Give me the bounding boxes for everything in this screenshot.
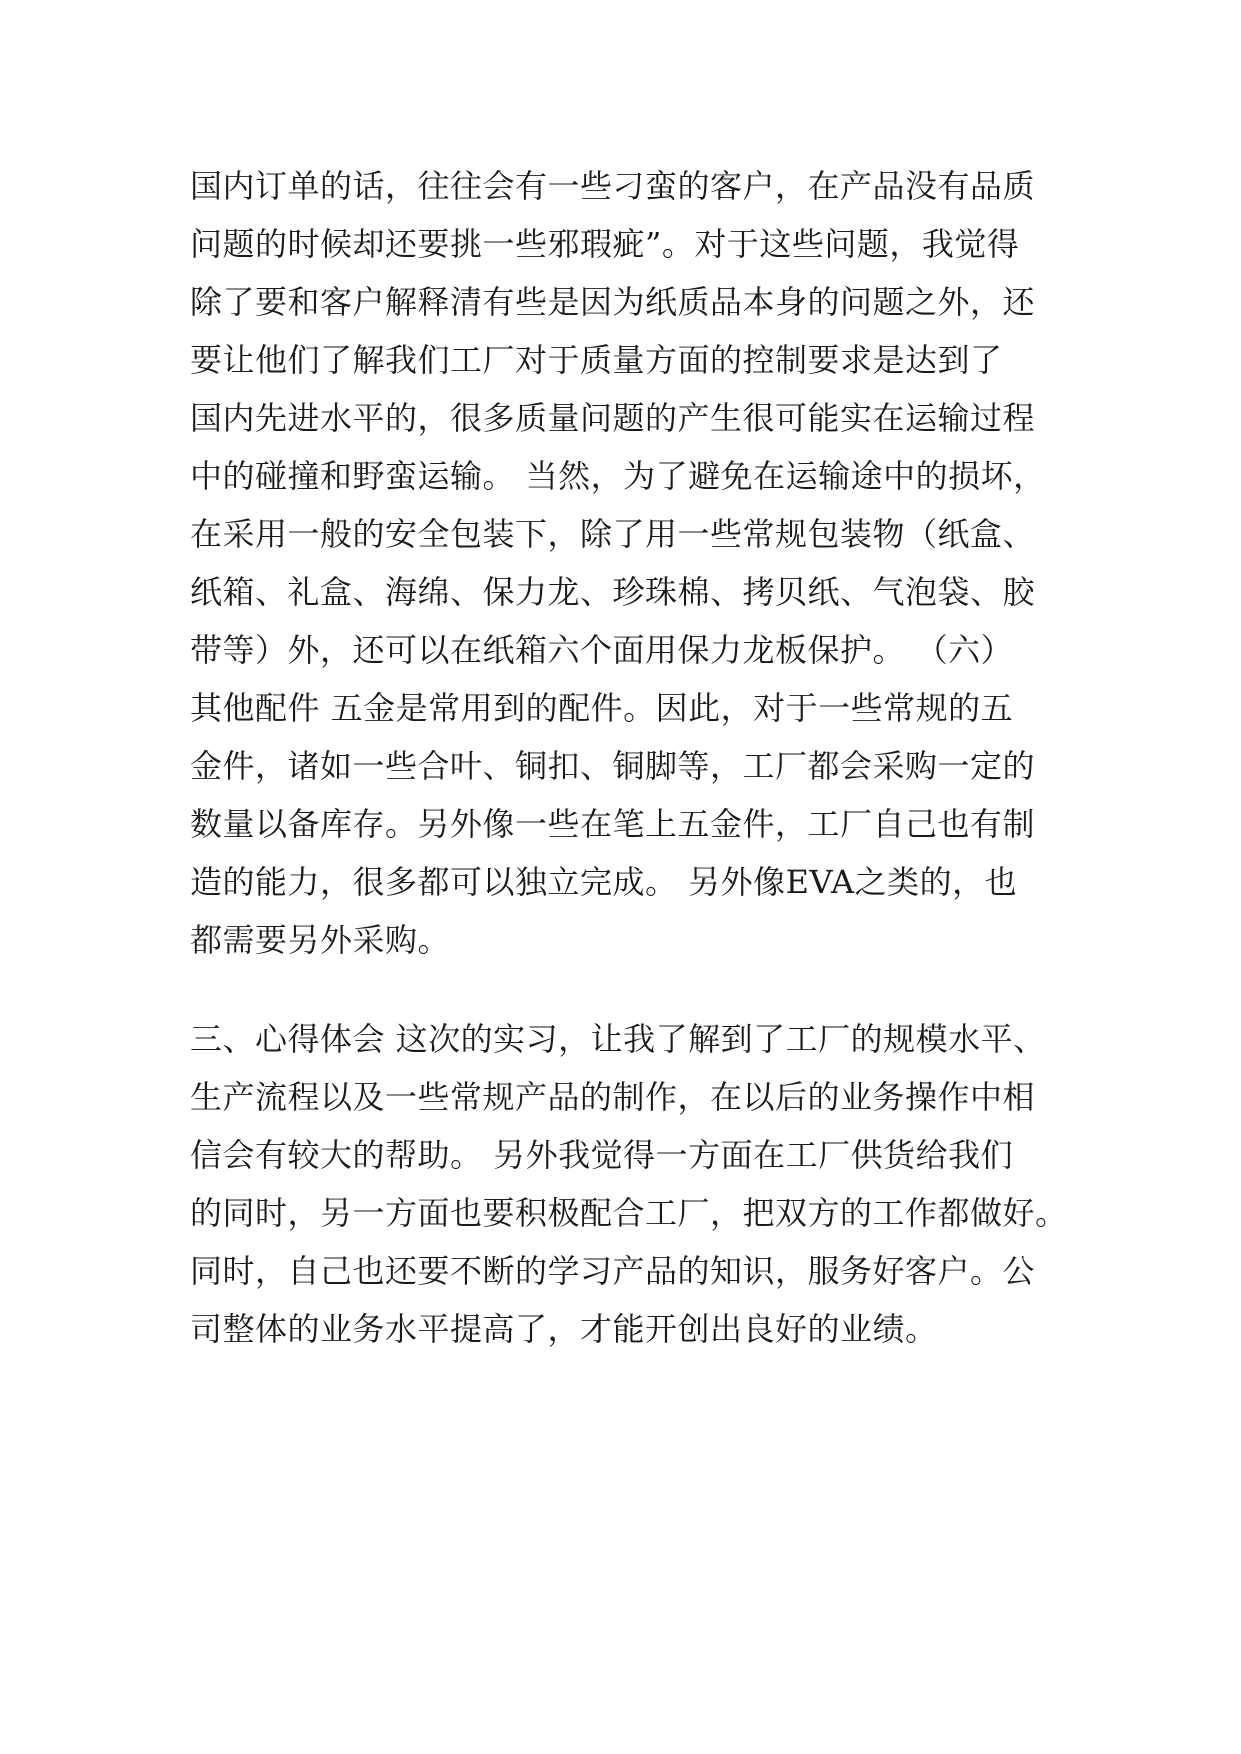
text-line: 的同时，另一方面也要积极配合工厂，把双方的工作都做好。: [190, 1194, 1068, 1232]
text-line: 金件，诸如一些合叶、铜扣、铜脚等，工厂都会采购一定的: [190, 747, 1036, 785]
text-line: 纸箱、礼盒、海绵、保力龙、珍珠棉、拷贝纸、气泡袋、胶: [190, 573, 1036, 611]
text-line: 都需要另外采购。: [190, 921, 451, 959]
text-line: 国内先进水平的，很多质量问题的产生很可能实在运输过程: [190, 399, 1036, 437]
paragraph-packaging-and-accessories: [190, 157, 1070, 969]
text-line: 带等）外，还可以在纸箱六个面用保力龙板保护。 （六）: [190, 631, 1014, 669]
text-line: 要让他们了解我们工厂对于质量方面的控制要求是达到了: [190, 341, 1003, 379]
text-line: 国内订单的话，往往会有一些刁蛮的客户，在产品没有品质: [190, 167, 1036, 205]
paragraph-reflections: [190, 1010, 1070, 1358]
text-line: 生产流程以及一些常规产品的制作，在以后的业务操作中相: [190, 1078, 1036, 1116]
text-line: 三、心得体会 这次的实习，让我了解到了工厂的规模水平、: [190, 1020, 1046, 1058]
text-line: 司整体的业务水平提高了，才能开创出良好的业绩。: [190, 1310, 938, 1348]
text-line: 造的能力，很多都可以独立完成。 另外像EVA之类的，也: [190, 863, 1018, 901]
text-line: 问题的时候却还要挑一些邪瑕疵”。对于这些问题，我觉得: [190, 225, 1020, 263]
text-line: 中的碰撞和野蛮运输。 当然，为了避免在运输途中的损坏，: [190, 457, 1046, 495]
text-line: 在采用一般的安全包装下，除了用一些常规包装物（纸盒、: [190, 515, 1036, 553]
text-line: 同时，自己也还要不断的学习产品的知识，服务好客户。公: [190, 1252, 1036, 1290]
text-line: 除了要和客户解释清有些是因为纸质品本身的问题之外，还: [190, 283, 1036, 321]
text-line: 信会有较大的帮助。 另外我觉得一方面在工厂供货给我们: [190, 1136, 1014, 1174]
text-line: 数量以备库存。另外像一些在笔上五金件，工厂自己也有制: [190, 805, 1036, 843]
text-line: 其他配件 五金是常用到的配件。因此，对于一些常规的五: [190, 689, 1014, 727]
